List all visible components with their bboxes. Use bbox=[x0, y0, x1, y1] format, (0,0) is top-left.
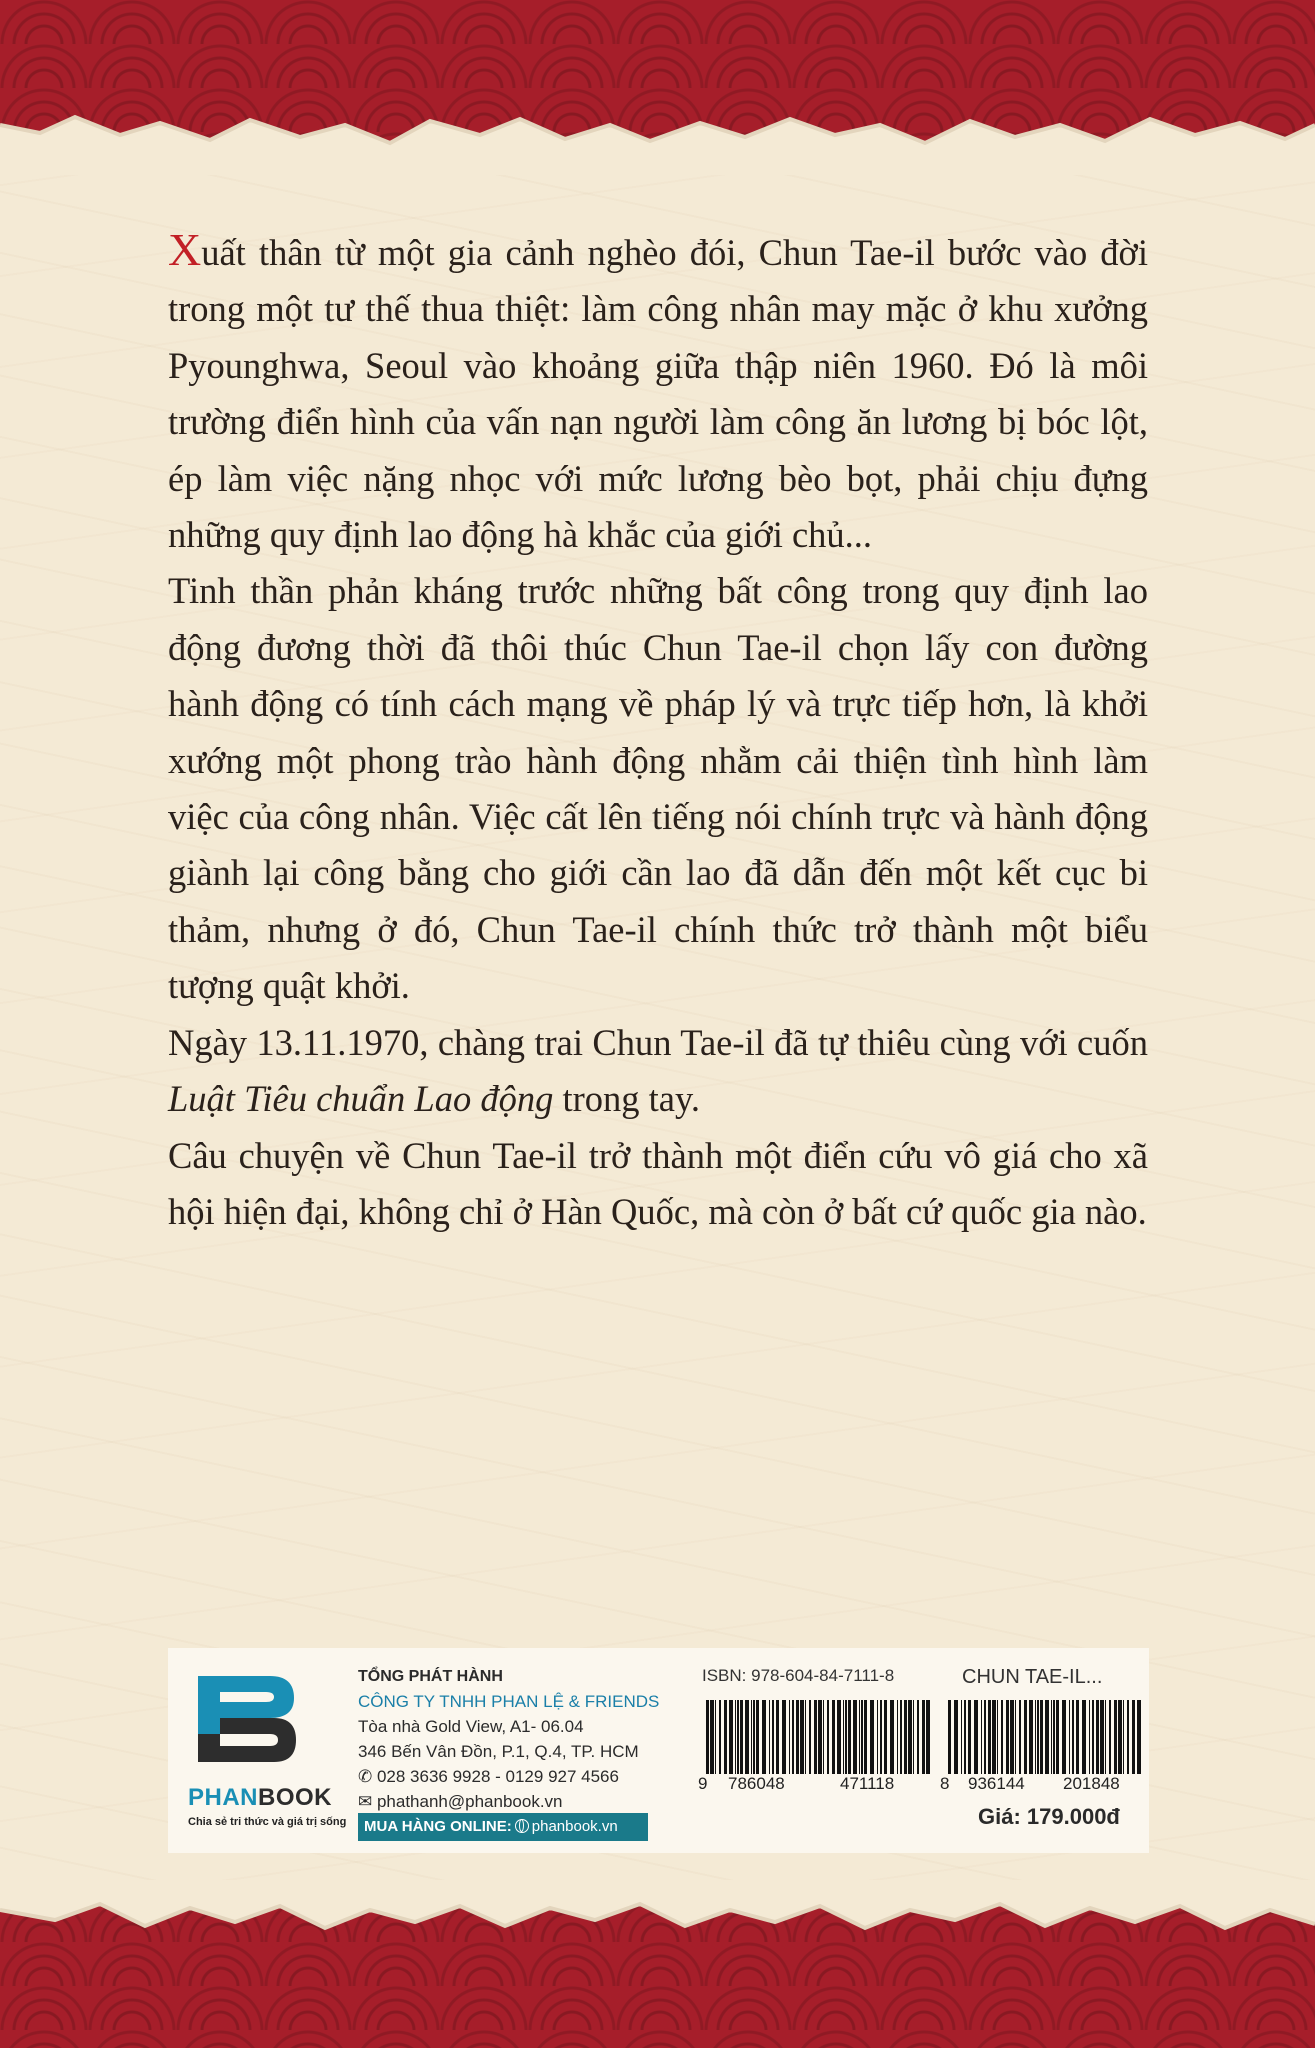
barcode-bar bbox=[753, 1700, 755, 1774]
barcode-bar bbox=[843, 1700, 844, 1774]
barcode-bar bbox=[1132, 1700, 1135, 1774]
barcode-bar bbox=[789, 1700, 790, 1774]
email-line bbox=[358, 1789, 668, 1814]
barcode-bar bbox=[1040, 1700, 1043, 1774]
barcode-bar bbox=[954, 1700, 958, 1774]
barcode-bar bbox=[719, 1700, 721, 1774]
email-text: phathanh@phanbook.vn bbox=[376, 1792, 563, 1811]
barcode-bar bbox=[814, 1700, 817, 1774]
barcode-bar bbox=[1118, 1700, 1122, 1774]
barcode-bar bbox=[890, 1700, 894, 1774]
barcode-2-left: 936144 bbox=[968, 1774, 1025, 1793]
barcode-bar bbox=[861, 1700, 863, 1774]
barcode-1-digit: 9 bbox=[698, 1774, 708, 1793]
paragraph-3-end: trong tay. bbox=[553, 1078, 700, 1120]
barcode-bar bbox=[837, 1700, 841, 1774]
barcode-bar bbox=[1069, 1700, 1070, 1774]
paragraph-1-text: uất thân từ một gia cảnh nghèo đói, Chun Tae-il bước vào đời trong một tư thế thua thiệt: làm công nhân may mặc ở khu xưởng Pyounghwa, Seoul vào khoảng giữa thập niên 1960. Đó là môi trường điển hình của vấn nạn người làm công ăn lương bị bóc lột, ép làm việc nặng nhọc với mức lương bèo bọt, phải chịu đựng những quy định lao động hà khắc của giới chủ... bbox=[168, 232, 1148, 556]
brand-part-1: PHAN bbox=[188, 1784, 259, 1811]
barcode-bar bbox=[917, 1700, 919, 1774]
isbn-text: ISBN: 978-604-84-7111-8 bbox=[702, 1666, 895, 1685]
barcode-bar bbox=[1051, 1700, 1052, 1774]
address-line-2: 346 Bến Vân Đồn, P.1, Q.4, TP. HCM bbox=[358, 1742, 639, 1761]
barcode-bar bbox=[1024, 1700, 1027, 1774]
barcode-bar bbox=[737, 1700, 739, 1774]
barcode-bar bbox=[1089, 1700, 1090, 1774]
barcode-bar bbox=[832, 1700, 835, 1774]
barcode-2-right: 201848 bbox=[1063, 1774, 1120, 1793]
barcode-bar bbox=[897, 1700, 898, 1774]
barcode-bar bbox=[1123, 1700, 1124, 1774]
price-label: Giá: 179.000đ bbox=[978, 1804, 1120, 1829]
book-title-italic: Luật Tiêu chuẩn Lao động bbox=[168, 1078, 554, 1120]
barcode-bar bbox=[961, 1700, 962, 1774]
barcode-bar bbox=[922, 1700, 925, 1774]
barcode-bar bbox=[913, 1700, 914, 1774]
barcode-bar bbox=[1082, 1700, 1086, 1774]
barcode-bar bbox=[988, 1700, 991, 1774]
distributor-info bbox=[358, 1664, 668, 1814]
barcode-bar bbox=[1114, 1700, 1117, 1774]
barcode-bar bbox=[1105, 1700, 1106, 1774]
barcode-bar bbox=[1015, 1700, 1016, 1774]
barcode-bar bbox=[809, 1700, 811, 1774]
barcode-bar bbox=[1035, 1700, 1036, 1774]
paragraph-2: Tinh thần phản kháng trước những bất công trong quy định lao động đương thời đã thôi thúc Chun Tae-il chọn lấy con đường hành động có tính cách mạng về pháp lý và trực tiếp hơn, là khởi xướng một phong trào hành động nhằm cải thiện tình hình làm việc của công nhân. Việc cất lên tiếng nói chính trực và hành động giành lại công bằng cho giới cần lao đã dẫn đến một kết cục bi thảm, nhưng ở đó, Chun Tae-il chính thức trở thành một biểu tượng quật khởi. bbox=[168, 570, 1148, 1007]
barcode-bar bbox=[769, 1700, 770, 1774]
barcode-bar bbox=[974, 1700, 978, 1774]
phone-line bbox=[358, 1764, 668, 1789]
paragraph-1 bbox=[168, 222, 1148, 563]
globe-icon bbox=[515, 1819, 529, 1833]
barcode-bar bbox=[776, 1700, 779, 1774]
address-line-1: Tòa nhà Gold View, A1- 06.04 bbox=[358, 1717, 584, 1736]
barcode-bar bbox=[796, 1700, 799, 1774]
barcode-bar bbox=[1109, 1700, 1111, 1774]
barcode-bar bbox=[724, 1700, 727, 1774]
price-barcode bbox=[946, 1700, 1141, 1774]
barcode-bar bbox=[992, 1700, 996, 1774]
barcode-bar bbox=[864, 1700, 867, 1774]
barcode-bar bbox=[1096, 1700, 1099, 1774]
barcode-bar bbox=[1092, 1700, 1094, 1774]
barcode-bar bbox=[756, 1700, 759, 1774]
paragraph-3-start: Ngày 13.11.1970, chàng trai Chun Tae-il đã tự thiêu cùng với cuốn bbox=[168, 1021, 1148, 1063]
barcode-bar bbox=[1019, 1700, 1021, 1774]
barcode-bar bbox=[880, 1700, 882, 1774]
barcode-bar bbox=[772, 1700, 774, 1774]
phone-text: 028 3636 9928 - 0129 927 4566 bbox=[376, 1767, 619, 1786]
barcode-bar bbox=[827, 1700, 829, 1774]
barcode-bar bbox=[751, 1700, 752, 1774]
barcode-bar bbox=[729, 1700, 733, 1774]
barcode-bar bbox=[859, 1700, 860, 1774]
barcode-bar bbox=[984, 1700, 986, 1774]
barcode-bar bbox=[870, 1700, 874, 1774]
barcode-bar bbox=[877, 1700, 878, 1774]
barcode-bar bbox=[845, 1700, 847, 1774]
publisher-info-panel bbox=[168, 1648, 1149, 1853]
drop-cap: X bbox=[168, 224, 202, 275]
barcode-bar bbox=[997, 1700, 998, 1774]
bottom-torn-edge bbox=[0, 1880, 1315, 1960]
online-shop-url: phanbook.vn bbox=[531, 1818, 618, 1835]
barcode-bar bbox=[1006, 1700, 1009, 1774]
barcode-bar bbox=[735, 1700, 736, 1774]
barcode-bar bbox=[1100, 1700, 1104, 1774]
barcode-bar bbox=[800, 1700, 804, 1774]
barcode-bar bbox=[884, 1700, 887, 1774]
barcode-bar bbox=[762, 1700, 766, 1774]
top-torn-edge bbox=[0, 95, 1315, 175]
barcode-bar bbox=[981, 1700, 982, 1774]
barcode-bar bbox=[792, 1700, 794, 1774]
barcode-bar bbox=[1056, 1700, 1059, 1774]
barcode-1-left: 786048 bbox=[728, 1774, 785, 1793]
barcode-bar bbox=[740, 1700, 743, 1774]
barcode-bar bbox=[900, 1700, 902, 1774]
barcode-bar bbox=[710, 1700, 714, 1774]
distributor-heading: TỔNG PHÁT HÀNH bbox=[358, 1668, 503, 1685]
barcode-bar bbox=[1029, 1700, 1033, 1774]
barcode-bar bbox=[1045, 1700, 1049, 1774]
brand-part-2: BOOK bbox=[258, 1784, 333, 1811]
barcode-bar bbox=[1072, 1700, 1074, 1774]
barcode-bar bbox=[848, 1700, 851, 1774]
barcode-1-right: 471118 bbox=[840, 1774, 895, 1793]
short-title: CHUN TAE-IL... bbox=[962, 1666, 1103, 1688]
paragraph-4: Câu chuyện về Chun Tae-il trở thành một điển cứu vô giá cho xã hội hiện đại, không chỉ ở Hàn Quốc, mà còn ở bất cứ quốc gia nào. bbox=[168, 1134, 1148, 1232]
barcode-bar bbox=[823, 1700, 824, 1774]
online-shop-label: MUA HÀNG ONLINE: bbox=[364, 1818, 512, 1835]
barcode-bar bbox=[1053, 1700, 1055, 1774]
barcode-bar bbox=[745, 1700, 749, 1774]
barcode-bar bbox=[818, 1700, 822, 1774]
barcode-bar bbox=[782, 1700, 786, 1774]
barcode-bar bbox=[1010, 1700, 1014, 1774]
barcode-bar bbox=[904, 1700, 907, 1774]
publisher-brand bbox=[188, 1784, 333, 1811]
publisher-tagline: Chia sẻ tri thức và giá trị sống bbox=[188, 1816, 347, 1828]
barcode-bar bbox=[706, 1700, 709, 1774]
barcode-bar bbox=[964, 1700, 966, 1774]
barcode-bar bbox=[926, 1700, 930, 1774]
isbn-barcode bbox=[704, 1700, 934, 1774]
email-icon: ✉ bbox=[358, 1792, 377, 1811]
phone-icon: ✆ bbox=[358, 1767, 377, 1786]
barcode-bar bbox=[948, 1700, 951, 1774]
barcode-bar bbox=[715, 1700, 716, 1774]
barcode-bar bbox=[1127, 1700, 1129, 1774]
barcode-bar bbox=[853, 1700, 857, 1774]
barcode-bar bbox=[805, 1700, 806, 1774]
barcode-bar bbox=[1137, 1700, 1141, 1774]
barcode-bar bbox=[1062, 1700, 1066, 1774]
barcode-bar bbox=[1001, 1700, 1003, 1774]
back-cover-text bbox=[168, 222, 1148, 1240]
barcode-bar bbox=[968, 1700, 971, 1774]
paragraph-3 bbox=[168, 1015, 1148, 1128]
phanbook-logo-icon bbox=[190, 1666, 298, 1766]
barcode-bar bbox=[1037, 1700, 1039, 1774]
online-shop-bar bbox=[358, 1813, 648, 1841]
distributor-company: CÔNG TY TNHH PHAN LỆ & FRIENDS bbox=[358, 1692, 660, 1711]
barcode-bar bbox=[1076, 1700, 1079, 1774]
barcode-2-digit: 8 bbox=[940, 1774, 950, 1793]
barcode-bar bbox=[908, 1700, 912, 1774]
